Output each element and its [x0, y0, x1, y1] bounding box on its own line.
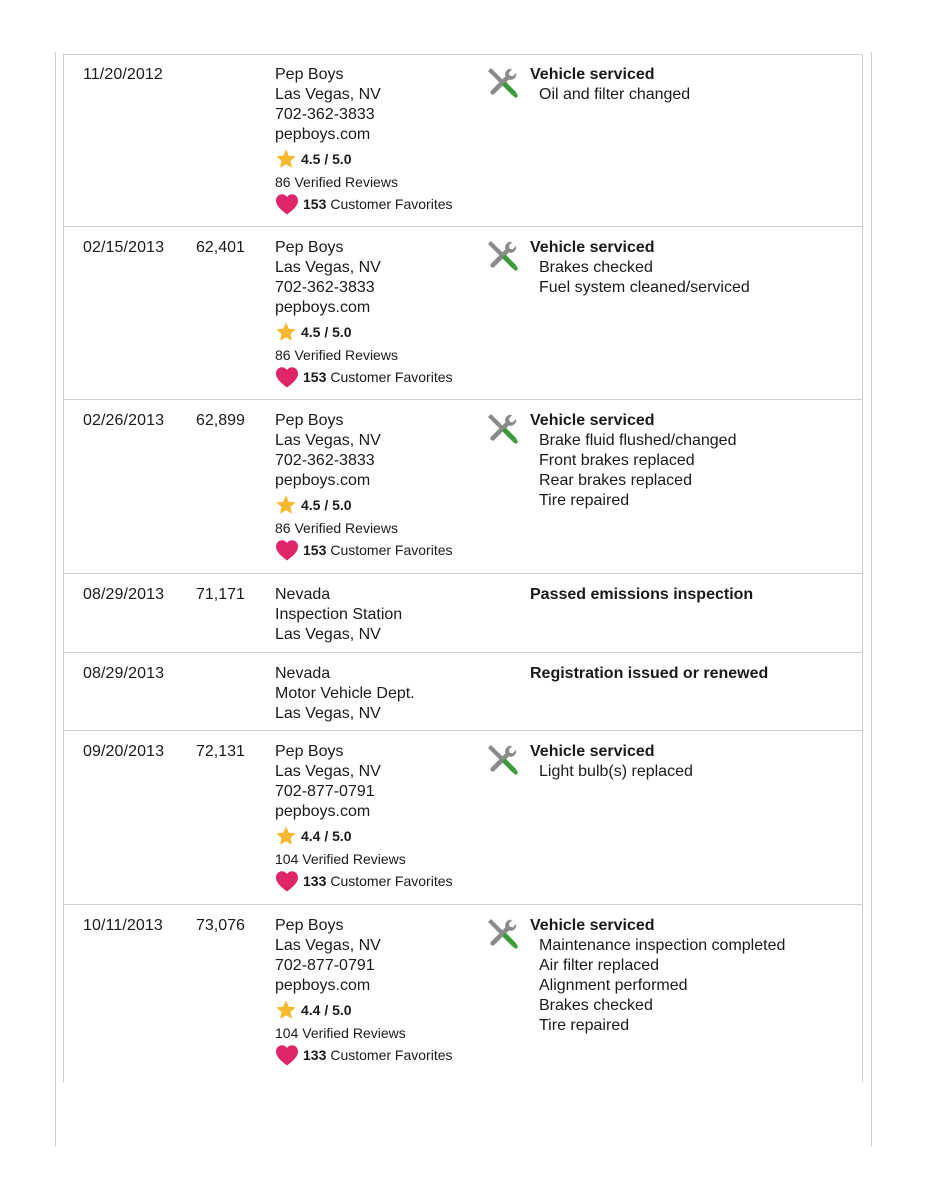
record-odometer: 72,131 — [196, 743, 245, 760]
record-source — [275, 585, 485, 645]
source-line: 702-362-3833 — [275, 279, 375, 296]
record-date: 09/20/2013 — [83, 743, 165, 760]
customer-favorites — [275, 538, 485, 562]
star-icon — [275, 321, 297, 343]
service-item: Alignment performed — [539, 977, 688, 994]
rating-value: 4.5 / 5.0 — [301, 497, 352, 513]
source-line: Nevada — [275, 586, 331, 603]
record-heading: Vehicle serviced — [530, 66, 655, 83]
source-line: 702-362-3833 — [275, 106, 375, 123]
customer-favorites — [275, 1043, 485, 1067]
record-heading: Vehicle serviced — [530, 743, 655, 760]
record-date: 02/15/2013 — [83, 239, 165, 256]
verified-reviews-link[interactable]: 86 Verified Reviews — [275, 520, 398, 536]
record-details — [530, 916, 860, 1036]
favorites-label: Customer Favorites — [330, 873, 453, 889]
star-icon — [275, 999, 297, 1021]
source-line: Pep Boys — [275, 66, 344, 83]
record-source — [275, 916, 485, 1067]
record-details — [530, 65, 860, 105]
record-heading: Registration issued or renewed — [530, 665, 769, 682]
source-line: 702-877-0791 — [275, 783, 375, 800]
service-history-table — [63, 54, 862, 1081]
service-item: Fuel system cleaned/serviced — [539, 279, 750, 296]
history-record-row — [63, 731, 862, 905]
source-line: Las Vegas, NV — [275, 937, 381, 954]
service-item: Oil and filter changed — [539, 86, 691, 103]
source-line: Pep Boys — [275, 917, 344, 934]
history-record-row — [63, 653, 862, 731]
record-date: 10/11/2013 — [83, 917, 163, 934]
service-item: Air filter replaced — [539, 957, 660, 974]
source-line: Las Vegas, NV — [275, 763, 381, 780]
heart-icon — [275, 366, 299, 388]
record-heading: Vehicle serviced — [530, 917, 655, 934]
record-source — [275, 238, 485, 389]
record-odometer: 62,401 — [196, 239, 245, 256]
rating-value: 4.4 / 5.0 — [301, 828, 352, 844]
star-icon — [275, 825, 297, 847]
favorites-count: 153 — [303, 196, 327, 212]
shop-rating — [275, 147, 485, 171]
source-line: Inspection Station — [275, 606, 403, 623]
favorites-label: Customer Favorites — [330, 369, 453, 385]
record-details — [530, 411, 860, 511]
wrench-screwdriver-icon — [485, 743, 519, 775]
source-website-link[interactable]: pepboys.com — [275, 472, 371, 489]
rating-value: 4.4 / 5.0 — [301, 1002, 352, 1018]
rating-value: 4.5 / 5.0 — [301, 151, 352, 167]
record-source — [275, 65, 485, 216]
source-line: Nevada — [275, 665, 331, 682]
shop-rating — [275, 998, 485, 1022]
record-odometer: 71,171 — [196, 586, 245, 603]
history-record-row — [63, 574, 862, 653]
customer-favorites — [275, 365, 485, 389]
service-item: Maintenance inspection completed — [539, 937, 786, 954]
record-details — [530, 238, 860, 298]
rating-value: 4.5 / 5.0 — [301, 324, 352, 340]
source-line: Pep Boys — [275, 239, 344, 256]
source-website-link[interactable]: pepboys.com — [275, 977, 371, 994]
shop-rating — [275, 320, 485, 344]
shop-rating — [275, 493, 485, 517]
favorites-label: Customer Favorites — [330, 542, 453, 558]
verified-reviews-link[interactable]: 86 Verified Reviews — [275, 347, 398, 363]
source-line: Las Vegas, NV — [275, 432, 381, 449]
record-heading: Vehicle serviced — [530, 412, 655, 429]
record-details — [530, 585, 860, 605]
record-details — [530, 664, 860, 684]
record-details — [530, 742, 860, 782]
source-line: Pep Boys — [275, 743, 344, 760]
heart-icon — [275, 1044, 299, 1066]
service-item: Brake fluid flushed/changed — [539, 432, 737, 449]
service-item: Front brakes replaced — [539, 452, 695, 469]
favorites-count: 133 — [303, 873, 327, 889]
record-source — [275, 742, 485, 893]
service-item: Brakes checked — [539, 997, 653, 1014]
service-item: Brakes checked — [539, 259, 653, 276]
customer-favorites — [275, 192, 485, 216]
customer-favorites — [275, 869, 485, 893]
favorites-label: Customer Favorites — [330, 1047, 453, 1063]
source-website-link[interactable]: pepboys.com — [275, 126, 371, 143]
heart-icon — [275, 193, 299, 215]
star-icon — [275, 148, 297, 170]
verified-reviews-link[interactable]: 86 Verified Reviews — [275, 174, 398, 190]
record-date: 08/29/2013 — [83, 586, 165, 603]
source-website-link[interactable]: pepboys.com — [275, 299, 371, 316]
source-line: Las Vegas, NV — [275, 86, 381, 103]
service-item: Tire repaired — [539, 1017, 630, 1034]
verified-reviews-link[interactable]: 104 Verified Reviews — [275, 851, 406, 867]
source-line: 702-362-3833 — [275, 452, 375, 469]
star-icon — [275, 494, 297, 516]
outer-border-right — [871, 52, 872, 1146]
heart-icon — [275, 539, 299, 561]
shop-rating — [275, 824, 485, 848]
record-odometer: 73,076 — [196, 917, 245, 934]
record-source — [275, 411, 485, 562]
verified-reviews-link[interactable]: 104 Verified Reviews — [275, 1025, 406, 1041]
history-record-row — [63, 54, 862, 227]
source-line: Las Vegas, NV — [275, 705, 381, 722]
source-line: Las Vegas, NV — [275, 259, 381, 276]
source-line: Motor Vehicle Dept. — [275, 685, 415, 702]
wrench-screwdriver-icon — [485, 412, 519, 444]
service-item: Light bulb(s) replaced — [539, 763, 693, 780]
outer-border-left — [55, 52, 56, 1146]
record-date: 08/29/2013 — [83, 665, 165, 682]
wrench-screwdriver-icon — [485, 239, 519, 271]
service-item: Tire repaired — [539, 492, 630, 509]
record-date: 02/26/2013 — [83, 412, 165, 429]
wrench-screwdriver-icon — [485, 917, 519, 949]
source-line: Pep Boys — [275, 412, 344, 429]
heart-icon — [275, 870, 299, 892]
favorites-count: 153 — [303, 542, 327, 558]
wrench-screwdriver-icon — [485, 66, 519, 98]
favorites-count: 153 — [303, 369, 327, 385]
history-record-row — [63, 400, 862, 574]
source-website-link[interactable]: pepboys.com — [275, 803, 371, 820]
record-source — [275, 664, 485, 724]
service-item: Rear brakes replaced — [539, 472, 692, 489]
record-heading: Vehicle serviced — [530, 239, 655, 256]
history-record-row — [63, 227, 862, 400]
record-date: 11/20/2012 — [83, 66, 163, 83]
favorites-count: 133 — [303, 1047, 327, 1063]
source-line: Las Vegas, NV — [275, 626, 381, 643]
record-odometer: 62,899 — [196, 412, 245, 429]
source-line: 702-877-0791 — [275, 957, 375, 974]
history-record-row — [63, 905, 862, 1081]
table-border-right — [862, 54, 863, 1082]
favorites-label: Customer Favorites — [330, 196, 453, 212]
record-heading: Passed emissions inspection — [530, 586, 754, 603]
